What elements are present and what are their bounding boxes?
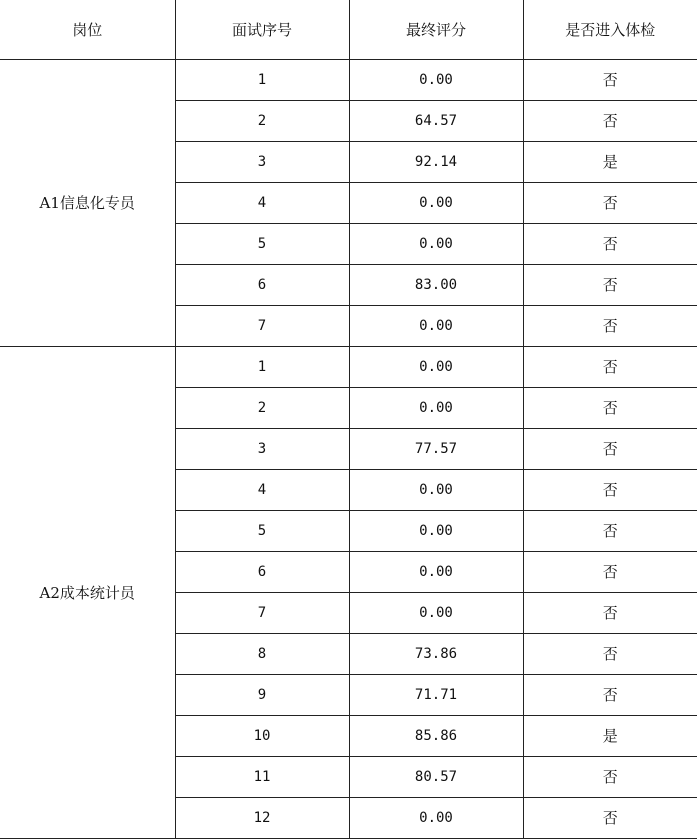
table-body	[0, 60, 697, 839]
final-score-cell: 80.57	[349, 757, 523, 798]
final-score-cell: 0.00	[349, 388, 523, 429]
interview-number-cell: 2	[175, 101, 349, 142]
interview-number-cell: 4	[175, 183, 349, 224]
physical-exam-cell: 是	[523, 716, 697, 757]
interview-number-cell: 3	[175, 142, 349, 183]
final-score-cell: 0.00	[349, 306, 523, 347]
final-score-cell: 0.00	[349, 511, 523, 552]
final-score-cell: 83.00	[349, 265, 523, 306]
physical-exam-cell: 否	[523, 60, 697, 101]
interview-number-cell: 6	[175, 552, 349, 593]
physical-exam-cell: 否	[523, 101, 697, 142]
physical-exam-cell: 否	[523, 552, 697, 593]
physical-exam-cell: 是	[523, 142, 697, 183]
interview-number-cell: 1	[175, 347, 349, 388]
physical-exam-cell: 否	[523, 798, 697, 839]
interview-number-cell: 5	[175, 511, 349, 552]
final-score-cell: 77.57	[349, 429, 523, 470]
final-score-cell: 71.71	[349, 675, 523, 716]
physical-exam-cell: 否	[523, 183, 697, 224]
header-row	[0, 0, 697, 60]
table-header	[0, 0, 697, 60]
header-final-score: 最终评分	[349, 0, 523, 60]
final-score-cell: 85.86	[349, 716, 523, 757]
position-cell: A2成本统计员	[0, 347, 175, 839]
header-position: 岗位	[0, 0, 175, 60]
interview-number-cell: 5	[175, 224, 349, 265]
interview-number-cell: 8	[175, 634, 349, 675]
physical-exam-cell: 否	[523, 224, 697, 265]
interview-number-cell: 7	[175, 593, 349, 634]
interview-number-cell: 2	[175, 388, 349, 429]
final-score-cell: 0.00	[349, 593, 523, 634]
physical-exam-cell: 否	[523, 675, 697, 716]
physical-exam-cell: 否	[523, 757, 697, 798]
interview-number-cell: 10	[175, 716, 349, 757]
final-score-cell: 0.00	[349, 347, 523, 388]
header-interview-number: 面试序号	[175, 0, 349, 60]
physical-exam-cell: 否	[523, 265, 697, 306]
interview-number-cell: 6	[175, 265, 349, 306]
interview-number-cell: 4	[175, 470, 349, 511]
final-score-cell: 0.00	[349, 183, 523, 224]
interview-number-cell: 12	[175, 798, 349, 839]
table-row	[0, 60, 697, 101]
table-row	[0, 347, 697, 388]
physical-exam-cell: 否	[523, 429, 697, 470]
final-score-cell: 92.14	[349, 142, 523, 183]
physical-exam-cell: 否	[523, 388, 697, 429]
position-cell: A1信息化专员	[0, 60, 175, 347]
interview-number-cell: 1	[175, 60, 349, 101]
physical-exam-cell: 否	[523, 306, 697, 347]
interview-number-cell: 11	[175, 757, 349, 798]
physical-exam-cell: 否	[523, 347, 697, 388]
final-score-cell: 0.00	[349, 798, 523, 839]
interview-number-cell: 9	[175, 675, 349, 716]
final-score-cell: 64.57	[349, 101, 523, 142]
final-score-cell: 0.00	[349, 60, 523, 101]
final-score-cell: 0.00	[349, 552, 523, 593]
interview-number-cell: 7	[175, 306, 349, 347]
physical-exam-cell: 否	[523, 593, 697, 634]
physical-exam-cell: 否	[523, 470, 697, 511]
interview-number-cell: 3	[175, 429, 349, 470]
physical-exam-cell: 否	[523, 634, 697, 675]
final-score-cell: 0.00	[349, 470, 523, 511]
final-score-cell: 73.86	[349, 634, 523, 675]
header-physical-exam: 是否进入体检	[523, 0, 697, 60]
final-score-cell: 0.00	[349, 224, 523, 265]
physical-exam-cell: 否	[523, 511, 697, 552]
